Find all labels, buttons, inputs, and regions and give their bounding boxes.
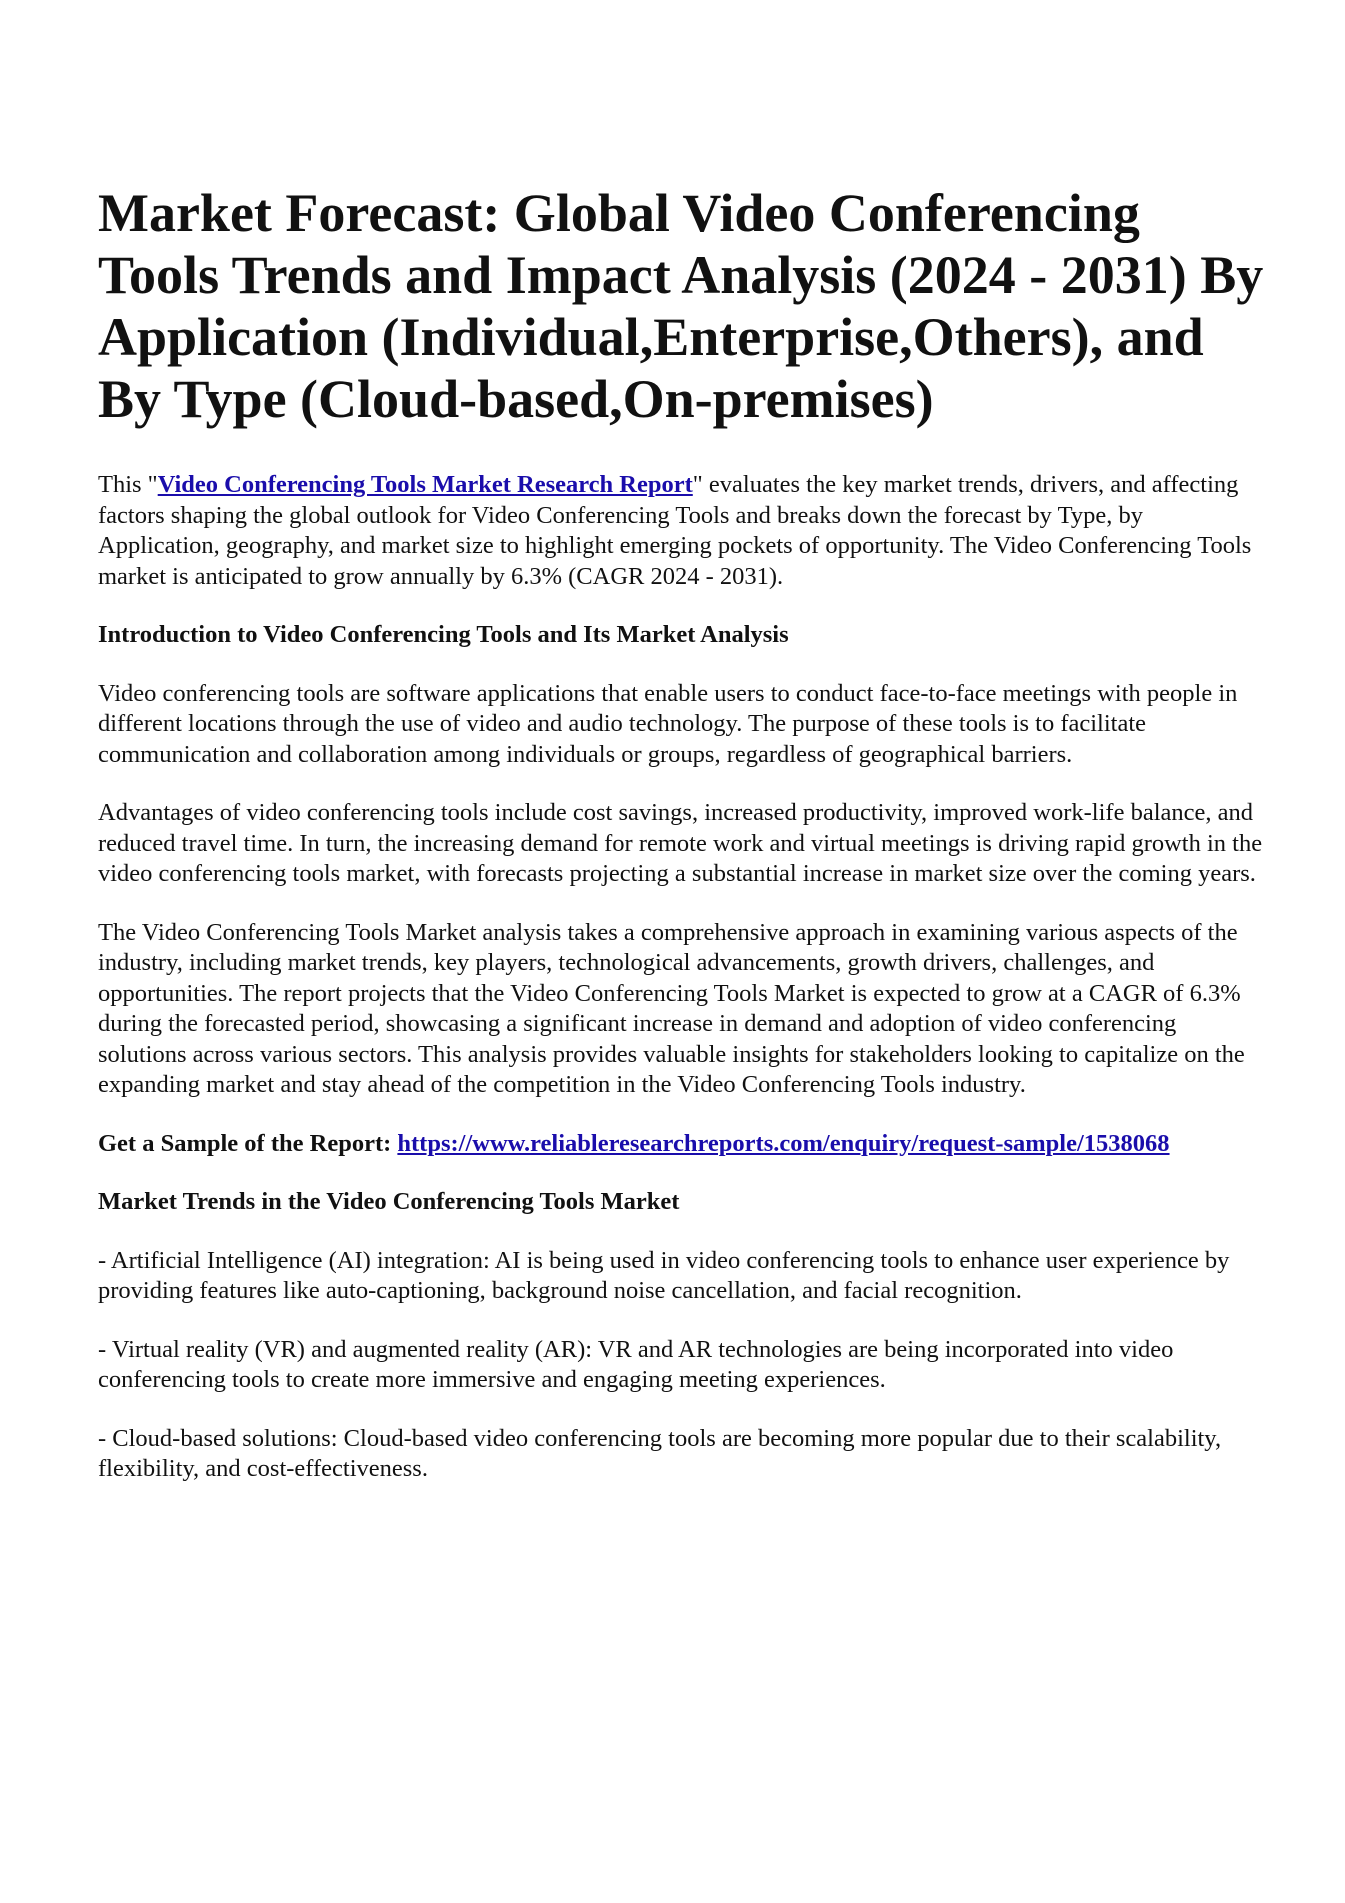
trend-item-cloud: - Cloud-based solutions: Cloud-based video conferencing tools are becoming more popular due to their scalability, flexibility, and cost-effectiveness. [98,1424,1222,1482]
report-link[interactable]: Video Conferencing Tools Market Research Report [157,471,693,498]
paragraph-analysis: The Video Conferencing Tools Market analysis takes a comprehensive approach in examining various aspects of the industry, including market trends, key players, technological advancements, growth drivers, challenges, and opportunities. The report projects that the Video Conferencing Tools Market is expected to grow at a CAGR of 6.3% during the forecasted period, showcasing a significant increase in demand and adoption of video conferencing solutions across various sectors. This analysis provides valuable insights for stakeholders looking to capitalize on the expanding market and stay ahead of the competition in the Video Conferencing Tools industry. [98,918,1245,1098]
document-page [98,182,1268,1513]
sample-link[interactable]: https://www.reliableresearchreports.com/enquiry/request-sample/1538068 [397,1129,1170,1157]
section-heading-trends: Market Trends in the Video Conferencing Tools Market [98,1188,680,1215]
section-heading-introduction: Introduction to Video Conferencing Tools and Its Market Analysis [98,621,789,648]
paragraph-definition: Video conferencing tools are software applications that enable users to conduct face-to-face meetings with people in different locations through the use of video and audio technology. The purpose of these tools is to facilitate communication and collaboration among individuals or groups, regardless of geographical barriers. [98,679,1238,768]
intro-paragraph [98,470,1268,592]
page-title: Market Forecast: Global Video Conferencing Tools Trends and Impact Analysis (2024 - 2031) By Application (Individual,Enterprise,Others), and By Type (Cloud-based,On-premises) [98,183,1264,429]
paragraph-advantages: Advantages of video conferencing tools include cost savings, increased productivity, improved work-life balance, and reduced travel time. In turn, the increasing demand for remote work and virtual meetings is driving rapid growth in the video conferencing tools market, with forecasts projecting a substantial increase in market size over the coming years. [98,799,1263,887]
trend-item-vr-ar: - Virtual reality (VR) and augmented reality (AR): VR and AR technologies are being incorporated into video conferencing tools to create more immersive and engaging meeting experiences. [98,1335,1174,1393]
intro-text-before: This " [98,471,158,498]
sample-label: Get a Sample of the Report: [98,1129,398,1157]
trend-item-ai: - Artificial Intelligence (AI) integration: AI is being used in video conferencing tools to enhance user experience by providing features like auto-captioning, background noise cancellation, and facial recognition. [98,1246,1230,1304]
intro-text-after: " evaluates the key market trends, drivers, and affecting factors shaping the global outlook for Video Conferencing Tools and breaks down the forecast by Type, by Application, geography, and market size to highlight emerging pockets of opportunity. The Video Conferencing Tools market is anticipated to grow annually by 6.3% (CAGR 2024 - 2031). [98,471,1252,590]
sample-request-line [98,1129,1268,1160]
